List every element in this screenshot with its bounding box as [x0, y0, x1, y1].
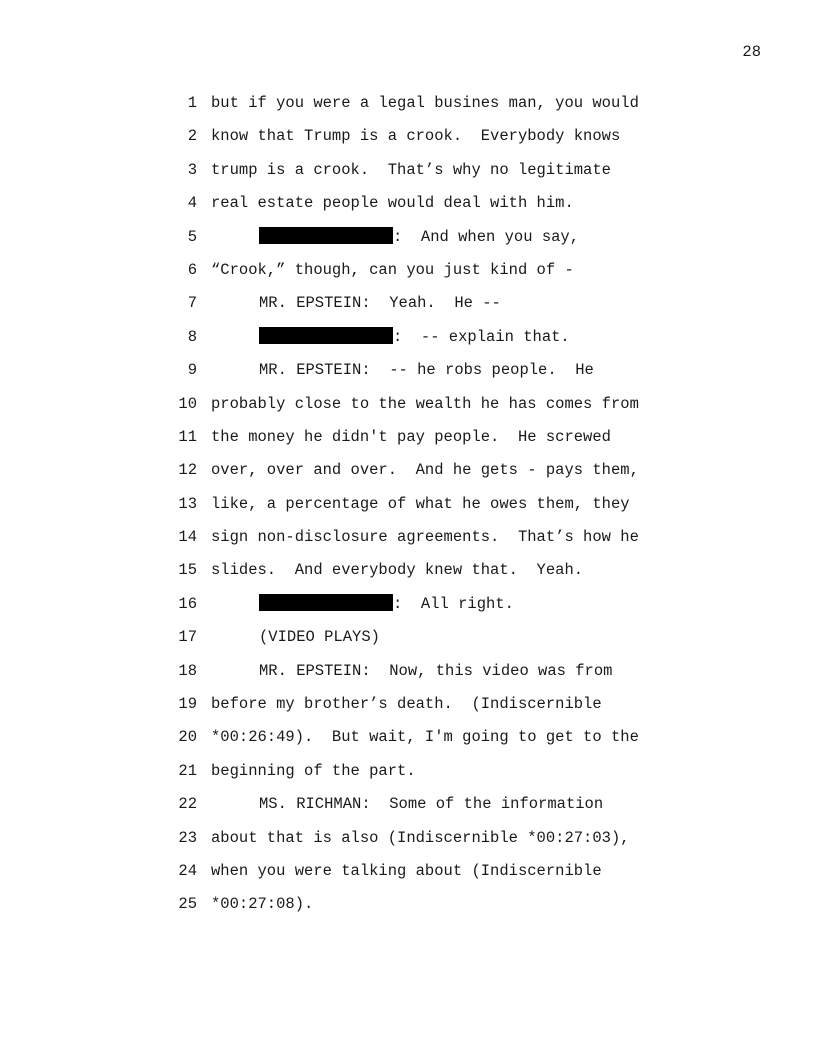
line-number: 14 — [178, 528, 197, 547]
transcript-line — [0, 593, 816, 626]
redaction-box — [259, 327, 393, 344]
line-number: 11 — [178, 427, 197, 446]
line-text — [259, 326, 570, 349]
line-content: probably close to the wealth he has comes from — [211, 394, 639, 413]
line-content: MR. EPSTEIN: Yeah. He -- — [259, 294, 501, 313]
transcript-line — [0, 693, 816, 726]
line-text — [211, 559, 583, 582]
line-number: 19 — [178, 695, 197, 714]
line-number: 13 — [178, 494, 197, 513]
line-text — [259, 793, 603, 816]
line-content: *00:27:08). — [211, 895, 314, 914]
transcript-line — [0, 726, 816, 759]
line-content: MS. RICHMAN: Some of the information — [259, 795, 604, 814]
transcript-line — [0, 159, 816, 192]
line-content: : -- explain that. — [393, 327, 570, 346]
line-number: 1 — [187, 94, 197, 112]
transcript-line — [0, 493, 816, 526]
line-number: 24 — [178, 861, 197, 880]
line-content: when you were talking about (Indiscernible — [211, 861, 602, 880]
line-text — [211, 459, 639, 482]
line-number: 25 — [178, 895, 197, 914]
line-text — [211, 726, 639, 749]
line-number: 3 — [187, 160, 197, 179]
line-text — [211, 125, 620, 148]
transcript-body — [0, 92, 816, 927]
line-text — [259, 359, 594, 382]
line-text — [259, 626, 380, 649]
transcript-line — [0, 292, 816, 325]
line-number: 22 — [178, 795, 197, 814]
line-number: 20 — [178, 728, 197, 747]
transcript-line — [0, 526, 816, 559]
redaction-box — [259, 594, 393, 611]
line-content: sign non-disclosure agreements. That’s how he — [211, 528, 639, 547]
line-number: 6 — [187, 260, 197, 279]
transcript-line — [0, 326, 816, 359]
line-content: the money he didn't pay people. He screwed — [211, 427, 611, 446]
line-text — [211, 827, 630, 850]
line-text — [211, 159, 611, 182]
line-number: 8 — [187, 327, 197, 346]
line-text — [211, 526, 639, 549]
line-content: before my brother’s death. (Indiscernible — [211, 695, 602, 714]
transcript-line — [0, 92, 816, 125]
line-number: 18 — [178, 661, 197, 680]
line-content: like, a percentage of what he owes them, they — [211, 494, 630, 513]
line-content: know that Trump is a crook. Everybody knows — [211, 127, 621, 146]
line-number: 21 — [178, 761, 197, 780]
line-text — [211, 893, 313, 916]
transcript-line — [0, 760, 816, 793]
line-number: 7 — [187, 294, 197, 313]
line-text — [211, 760, 416, 783]
transcript-line — [0, 660, 816, 693]
transcript-line — [0, 559, 816, 592]
transcript-line — [0, 259, 816, 292]
line-content: real estate people would deal with him. — [211, 194, 574, 213]
line-content: about that is also (Indiscernible *00:27:03), — [211, 828, 630, 847]
line-number: 12 — [178, 461, 197, 480]
transcript-line — [0, 426, 816, 459]
transcript-line — [0, 359, 816, 392]
line-number: 17 — [178, 628, 197, 647]
transcript-line — [0, 860, 816, 893]
line-number: 16 — [178, 594, 197, 613]
page-number: 28 — [742, 43, 761, 61]
line-text — [259, 226, 579, 249]
redaction-box — [259, 227, 393, 244]
transcript-line — [0, 393, 816, 426]
transcript-line — [0, 459, 816, 492]
transcript-line — [0, 893, 816, 926]
line-content: slides. And everybody knew that. Yeah. — [211, 561, 584, 580]
line-content: “Crook,” though, can you just kind of - — [211, 260, 574, 279]
line-number: 23 — [178, 828, 197, 847]
line-text — [211, 192, 574, 215]
line-content: : And when you say, — [393, 227, 580, 246]
line-text — [211, 393, 639, 416]
line-content: beginning of the part. — [211, 761, 416, 780]
line-content: (VIDEO PLAYS) — [259, 628, 380, 647]
line-number: 5 — [187, 227, 197, 246]
line-text — [211, 860, 602, 883]
line-number: 10 — [178, 394, 197, 413]
transcript-line — [0, 827, 816, 860]
line-content: but if you were a legal busines man, you would — [211, 94, 639, 112]
line-text — [211, 693, 602, 716]
transcript-line — [0, 793, 816, 826]
line-number: 2 — [187, 127, 197, 146]
line-content: over, over and over. And he gets - pays them, — [211, 461, 639, 480]
line-text — [211, 426, 611, 449]
transcript-line — [0, 125, 816, 158]
transcript-line — [0, 626, 816, 659]
line-content: *00:26:49). But wait, I'm going to get to the — [211, 728, 639, 747]
transcript-line — [0, 226, 816, 259]
line-text — [259, 292, 501, 315]
line-text — [211, 92, 639, 115]
line-text — [211, 259, 574, 282]
line-number: 15 — [178, 561, 197, 580]
line-text — [259, 593, 514, 616]
line-text — [211, 493, 630, 516]
line-number: 4 — [187, 194, 197, 213]
line-text — [259, 660, 612, 683]
line-content: MR. EPSTEIN: Now, this video was from — [259, 661, 613, 680]
line-content: : All right. — [393, 594, 514, 613]
line-content: trump is a crook. That’s why no legitimate — [211, 160, 611, 179]
transcript-line — [0, 192, 816, 225]
line-content: MR. EPSTEIN: -- he robs people. He — [259, 361, 594, 380]
line-number: 9 — [187, 361, 197, 380]
